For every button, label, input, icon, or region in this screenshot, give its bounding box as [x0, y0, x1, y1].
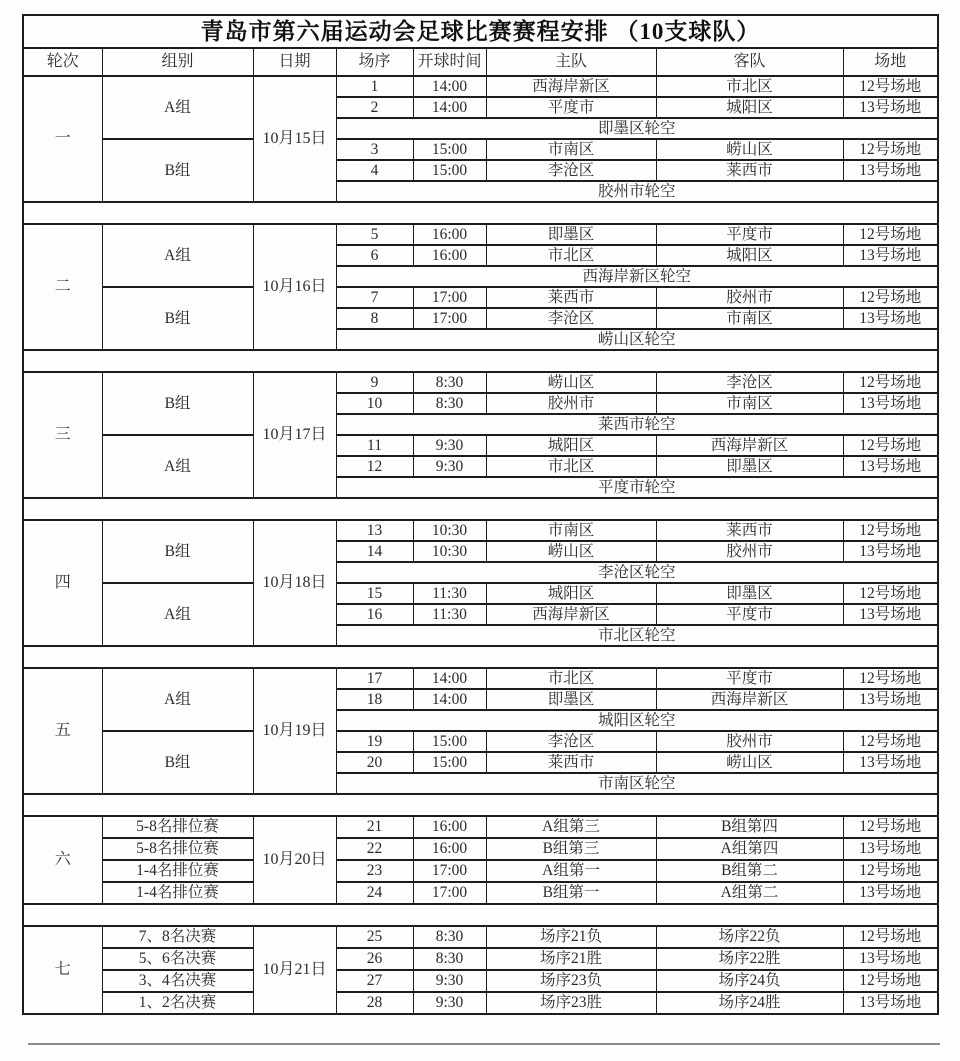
- match-no-cell: 7: [336, 287, 413, 308]
- round-separator: [23, 498, 938, 520]
- venue-cell: 12号场地: [843, 139, 938, 160]
- time-cell: 9:30: [413, 456, 486, 477]
- match-no-cell: 14: [336, 541, 413, 562]
- time-cell: 9:30: [413, 435, 486, 456]
- match-no-cell: 16: [336, 604, 413, 625]
- away-team-cell: 胶州市: [656, 287, 843, 308]
- stage-label-cell: 3、4名决赛: [102, 970, 253, 992]
- home-team-cell: 市北区: [486, 456, 656, 477]
- match-no-cell: 17: [336, 668, 413, 689]
- match-no-cell: 10: [336, 393, 413, 414]
- home-team-cell: 市北区: [486, 245, 656, 266]
- away-team-cell: B组第四: [656, 816, 843, 838]
- match-no-cell: 2: [336, 97, 413, 118]
- col-header-match-no: 场序: [336, 48, 413, 76]
- match-row: [23, 435, 938, 456]
- time-cell: 9:30: [413, 992, 486, 1014]
- stage-label-cell: 5-8名排位赛: [102, 816, 253, 838]
- match-row: [23, 731, 938, 752]
- match-row: [23, 139, 938, 160]
- home-team-cell: A组第一: [486, 860, 656, 882]
- match-no-cell: 27: [336, 970, 413, 992]
- time-cell: 8:30: [413, 372, 486, 393]
- page-title: 青岛市第六届运动会足球比赛赛程安排 （10支球队）: [23, 15, 938, 48]
- match-row: [23, 372, 938, 393]
- match-no-cell: 22: [336, 838, 413, 860]
- stage-label-cell: 5-8名排位赛: [102, 838, 253, 860]
- group-cell: A组: [102, 435, 253, 498]
- bye-cell: 市北区轮空: [336, 625, 938, 646]
- match-no-cell: 9: [336, 372, 413, 393]
- col-header-group: 组别: [102, 48, 253, 76]
- away-team-cell: 崂山区: [656, 752, 843, 773]
- match-no-cell: 13: [336, 520, 413, 541]
- match-no-cell: 26: [336, 948, 413, 970]
- round-separator: [23, 794, 938, 816]
- time-cell: 16:00: [413, 224, 486, 245]
- bottom-rule: [28, 1043, 940, 1045]
- stage-match-row: [23, 970, 938, 992]
- away-team-cell: B组第二: [656, 860, 843, 882]
- away-team-cell: 场序22胜: [656, 948, 843, 970]
- schedule-sheet: [22, 14, 937, 1015]
- away-team-cell: A组第四: [656, 838, 843, 860]
- away-team-cell: A组第二: [656, 882, 843, 904]
- group-cell: B组: [102, 139, 253, 202]
- round-separator-cell: [23, 794, 938, 816]
- match-no-cell: 1: [336, 76, 413, 97]
- away-team-cell: 即墨区: [656, 583, 843, 604]
- home-team-cell: B组第三: [486, 838, 656, 860]
- round-separator: [23, 646, 938, 668]
- home-team-cell: B组第一: [486, 882, 656, 904]
- venue-cell: 12号场地: [843, 224, 938, 245]
- match-row: [23, 287, 938, 308]
- time-cell: 8:30: [413, 948, 486, 970]
- away-team-cell: 场序24负: [656, 970, 843, 992]
- home-team-cell: 即墨区: [486, 689, 656, 710]
- match-row: [23, 583, 938, 604]
- time-cell: 8:30: [413, 393, 486, 414]
- round-separator: [23, 202, 938, 224]
- away-team-cell: 莱西市: [656, 160, 843, 181]
- away-team-cell: 市南区: [656, 308, 843, 329]
- stage-label-cell: 5、6名决赛: [102, 948, 253, 970]
- group-cell: B组: [102, 372, 253, 435]
- stage-match-row: [23, 992, 938, 1014]
- away-team-cell: 西海岸新区: [656, 435, 843, 456]
- match-no-cell: 8: [336, 308, 413, 329]
- group-cell: B组: [102, 520, 253, 583]
- venue-cell: 13号场地: [843, 245, 938, 266]
- home-team-cell: 崂山区: [486, 372, 656, 393]
- venue-cell: 12号场地: [843, 435, 938, 456]
- bye-cell: 李沧区轮空: [336, 562, 938, 583]
- away-team-cell: 城阳区: [656, 245, 843, 266]
- time-cell: 16:00: [413, 245, 486, 266]
- venue-cell: 12号场地: [843, 372, 938, 393]
- time-cell: 9:30: [413, 970, 486, 992]
- match-no-cell: 5: [336, 224, 413, 245]
- col-header-away-team: 客队: [656, 48, 843, 76]
- time-cell: 11:30: [413, 604, 486, 625]
- bye-cell: 崂山区轮空: [336, 329, 938, 350]
- time-cell: 17:00: [413, 287, 486, 308]
- match-row: [23, 224, 938, 245]
- match-no-cell: 3: [336, 139, 413, 160]
- date-cell: 10月18日: [253, 520, 336, 646]
- bye-cell: 胶州市轮空: [336, 181, 938, 202]
- match-row: [23, 76, 938, 97]
- away-team-cell: 莱西市: [656, 520, 843, 541]
- stage-label-cell: 7、8名决赛: [102, 926, 253, 948]
- match-no-cell: 20: [336, 752, 413, 773]
- time-cell: 14:00: [413, 689, 486, 710]
- bye-cell: 市南区轮空: [336, 773, 938, 794]
- home-team-cell: A组第三: [486, 816, 656, 838]
- time-cell: 11:30: [413, 583, 486, 604]
- venue-cell: 12号场地: [843, 287, 938, 308]
- group-cell: A组: [102, 76, 253, 139]
- away-team-cell: 场序24胜: [656, 992, 843, 1014]
- venue-cell: 13号场地: [843, 948, 938, 970]
- stage-label-cell: 1-4名排位赛: [102, 860, 253, 882]
- group-cell: A组: [102, 668, 253, 731]
- away-team-cell: 平度市: [656, 224, 843, 245]
- venue-cell: 12号场地: [843, 970, 938, 992]
- group-cell: B组: [102, 287, 253, 350]
- venue-cell: 13号场地: [843, 308, 938, 329]
- home-team-cell: 城阳区: [486, 435, 656, 456]
- time-cell: 16:00: [413, 816, 486, 838]
- venue-cell: 13号场地: [843, 604, 938, 625]
- time-cell: 14:00: [413, 668, 486, 689]
- venue-cell: 13号场地: [843, 882, 938, 904]
- away-team-cell: 西海岸新区: [656, 689, 843, 710]
- stage-label-cell: 1、2名决赛: [102, 992, 253, 1014]
- time-cell: 17:00: [413, 882, 486, 904]
- match-no-cell: 4: [336, 160, 413, 181]
- venue-cell: 12号场地: [843, 860, 938, 882]
- round-cell: 七: [23, 926, 102, 1014]
- match-no-cell: 6: [336, 245, 413, 266]
- round-cell: 三: [23, 372, 102, 498]
- home-team-cell: 市北区: [486, 668, 656, 689]
- round-cell: 二: [23, 224, 102, 350]
- venue-cell: 12号场地: [843, 583, 938, 604]
- round-cell: 四: [23, 520, 102, 646]
- venue-cell: 13号场地: [843, 97, 938, 118]
- away-team-cell: 崂山区: [656, 139, 843, 160]
- stage-match-row: [23, 882, 938, 904]
- venue-cell: 13号场地: [843, 689, 938, 710]
- away-team-cell: 平度市: [656, 668, 843, 689]
- home-team-cell: 莱西市: [486, 287, 656, 308]
- round-separator-cell: [23, 904, 938, 926]
- col-header-round: 轮次: [23, 48, 102, 76]
- match-no-cell: 23: [336, 860, 413, 882]
- round-separator-cell: [23, 498, 938, 520]
- date-cell: 10月15日: [253, 76, 336, 202]
- home-team-cell: 平度市: [486, 97, 656, 118]
- home-team-cell: 崂山区: [486, 541, 656, 562]
- time-cell: 8:30: [413, 926, 486, 948]
- match-no-cell: 15: [336, 583, 413, 604]
- time-cell: 17:00: [413, 860, 486, 882]
- date-cell: 10月21日: [253, 926, 336, 1014]
- col-header-date: 日期: [253, 48, 336, 76]
- home-team-cell: 李沧区: [486, 731, 656, 752]
- date-cell: 10月17日: [253, 372, 336, 498]
- col-header-kickoff: 开球时间: [413, 48, 486, 76]
- time-cell: 15:00: [413, 160, 486, 181]
- bye-cell: 平度市轮空: [336, 477, 938, 498]
- col-header-home-team: 主队: [486, 48, 656, 76]
- home-team-cell: 市南区: [486, 520, 656, 541]
- venue-cell: 13号场地: [843, 456, 938, 477]
- home-team-cell: 市南区: [486, 139, 656, 160]
- venue-cell: 12号场地: [843, 76, 938, 97]
- round-cell: 一: [23, 76, 102, 202]
- match-no-cell: 25: [336, 926, 413, 948]
- away-team-cell: 市南区: [656, 393, 843, 414]
- round-cell: 五: [23, 668, 102, 794]
- time-cell: 15:00: [413, 139, 486, 160]
- schedule-body: [23, 76, 938, 1014]
- away-team-cell: 城阳区: [656, 97, 843, 118]
- venue-cell: 13号场地: [843, 838, 938, 860]
- venue-cell: 13号场地: [843, 160, 938, 181]
- home-team-cell: 场序21胜: [486, 948, 656, 970]
- time-cell: 14:00: [413, 76, 486, 97]
- date-cell: 10月16日: [253, 224, 336, 350]
- stage-label-cell: 1-4名排位赛: [102, 882, 253, 904]
- venue-cell: 13号场地: [843, 541, 938, 562]
- bye-cell: 西海岸新区轮空: [336, 266, 938, 287]
- group-cell: A组: [102, 583, 253, 646]
- home-team-cell: 即墨区: [486, 224, 656, 245]
- round-separator-cell: [23, 202, 938, 224]
- venue-cell: 12号场地: [843, 731, 938, 752]
- match-no-cell: 21: [336, 816, 413, 838]
- match-no-cell: 11: [336, 435, 413, 456]
- stage-match-row: [23, 860, 938, 882]
- away-team-cell: 胶州市: [656, 731, 843, 752]
- home-team-cell: 莱西市: [486, 752, 656, 773]
- away-team-cell: 平度市: [656, 604, 843, 625]
- bye-cell: 即墨区轮空: [336, 118, 938, 139]
- group-cell: B组: [102, 731, 253, 794]
- round-cell: 六: [23, 816, 102, 904]
- venue-cell: 12号场地: [843, 926, 938, 948]
- time-cell: 15:00: [413, 752, 486, 773]
- time-cell: 17:00: [413, 308, 486, 329]
- away-team-cell: 场序22负: [656, 926, 843, 948]
- match-no-cell: 24: [336, 882, 413, 904]
- home-team-cell: 城阳区: [486, 583, 656, 604]
- header-row: [23, 48, 938, 76]
- home-team-cell: 胶州市: [486, 393, 656, 414]
- round-separator: [23, 904, 938, 926]
- venue-cell: 12号场地: [843, 668, 938, 689]
- away-team-cell: 即墨区: [656, 456, 843, 477]
- stage-match-row: [23, 926, 938, 948]
- match-row: [23, 520, 938, 541]
- group-cell: A组: [102, 224, 253, 287]
- time-cell: 16:00: [413, 838, 486, 860]
- time-cell: 14:00: [413, 97, 486, 118]
- stage-match-row: [23, 948, 938, 970]
- home-team-cell: 场序21负: [486, 926, 656, 948]
- match-row: [23, 668, 938, 689]
- home-team-cell: 李沧区: [486, 308, 656, 329]
- venue-cell: 13号场地: [843, 992, 938, 1014]
- date-cell: 10月20日: [253, 816, 336, 904]
- round-separator-cell: [23, 350, 938, 372]
- time-cell: 10:30: [413, 541, 486, 562]
- title-row: [23, 15, 938, 48]
- venue-cell: 13号场地: [843, 393, 938, 414]
- venue-cell: 12号场地: [843, 816, 938, 838]
- home-team-cell: 场序23胜: [486, 992, 656, 1014]
- venue-cell: 13号场地: [843, 752, 938, 773]
- home-team-cell: 场序23负: [486, 970, 656, 992]
- round-separator: [23, 350, 938, 372]
- bye-cell: 莱西市轮空: [336, 414, 938, 435]
- time-cell: 10:30: [413, 520, 486, 541]
- time-cell: 15:00: [413, 731, 486, 752]
- away-team-cell: 李沧区: [656, 372, 843, 393]
- match-no-cell: 12: [336, 456, 413, 477]
- home-team-cell: 西海岸新区: [486, 76, 656, 97]
- date-cell: 10月19日: [253, 668, 336, 794]
- match-no-cell: 18: [336, 689, 413, 710]
- schedule-table: [22, 14, 939, 1015]
- venue-cell: 12号场地: [843, 520, 938, 541]
- col-header-venue: 场地: [843, 48, 938, 76]
- match-no-cell: 28: [336, 992, 413, 1014]
- stage-match-row: [23, 816, 938, 838]
- round-separator-cell: [23, 646, 938, 668]
- bye-cell: 城阳区轮空: [336, 710, 938, 731]
- home-team-cell: 西海岸新区: [486, 604, 656, 625]
- stage-match-row: [23, 838, 938, 860]
- away-team-cell: 市北区: [656, 76, 843, 97]
- home-team-cell: 李沧区: [486, 160, 656, 181]
- match-no-cell: 19: [336, 731, 413, 752]
- away-team-cell: 胶州市: [656, 541, 843, 562]
